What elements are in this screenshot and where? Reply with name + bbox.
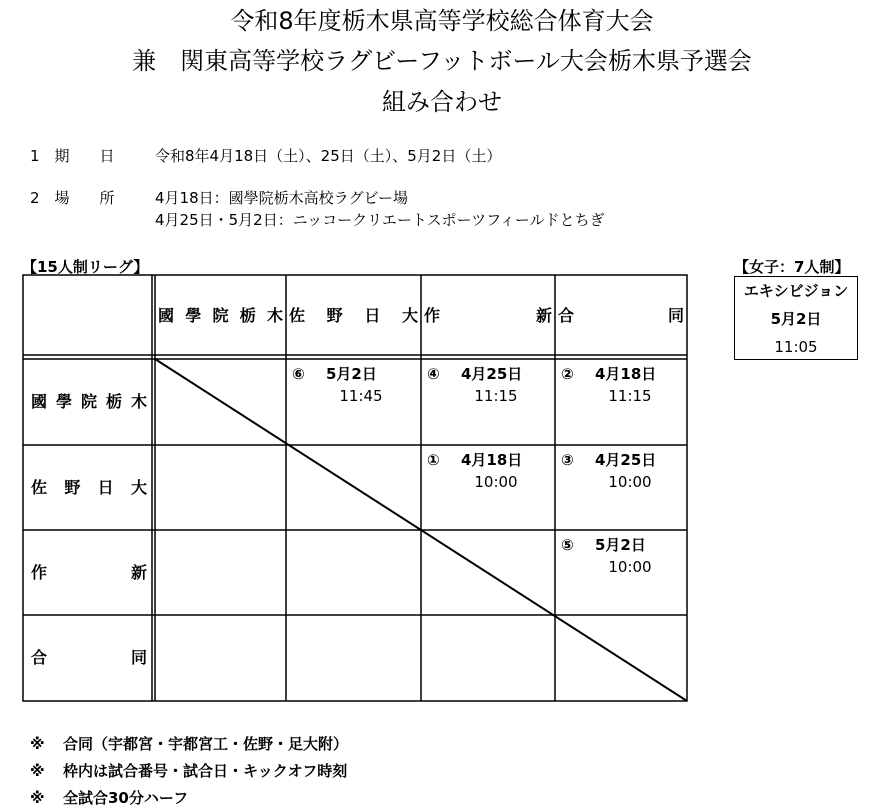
team-name-char: 院 <box>212 306 229 325</box>
note-mark: ※ <box>30 762 45 780</box>
exhibition-title: エキシビジョン <box>743 282 849 300</box>
match-date: 5月2日 <box>595 536 646 554</box>
team-name-char: 作 <box>31 563 48 582</box>
team-name-char: 同 <box>667 306 684 325</box>
team-name-char: 大 <box>130 478 147 497</box>
exhibition-time: 11:05 <box>774 338 818 356</box>
team-name-char: 栃 <box>239 306 256 325</box>
kickoff-time: 11:45 <box>339 387 383 405</box>
team-name-char: 日 <box>97 478 114 497</box>
team-name-char: 新 <box>535 306 552 325</box>
match-cell-6 <box>286 363 416 407</box>
col-header-godo <box>555 301 687 331</box>
bracket-title: 組み合わせ <box>382 88 502 116</box>
match-number: ⑤ <box>561 536 574 554</box>
note-1 <box>30 734 348 754</box>
women-exhibition-box <box>734 276 858 360</box>
team-name-char: 合 <box>558 306 575 325</box>
match-date: 4月25日 <box>461 365 523 383</box>
team-name-char: 大 <box>401 306 418 325</box>
team-name-char: 國 <box>31 392 48 411</box>
note-mark: ※ <box>30 735 45 753</box>
team-name-char: 野 <box>326 306 343 325</box>
team-name-char: 木 <box>266 306 283 325</box>
col-header-sakushin <box>421 301 555 331</box>
note-2 <box>30 761 347 781</box>
note-mark: ※ <box>30 789 45 807</box>
team-name-char: 同 <box>130 648 147 667</box>
match-cell-1 <box>421 449 551 493</box>
venue-value-2: 4月25日・5月2日：ニッコークリエートスポーツフィールドとちぎ <box>155 211 605 229</box>
match-number: ② <box>561 365 574 383</box>
team-name-char: 作 <box>424 306 441 325</box>
kickoff-time: 10:00 <box>608 558 652 576</box>
row-header-godo <box>28 647 150 669</box>
note-text: 合同（宇都宮・宇都宮工・佐野・足大附） <box>63 735 349 753</box>
match-number: ① <box>427 451 440 469</box>
row-header-sakushin <box>28 562 150 584</box>
match-date: 4月18日 <box>461 451 523 469</box>
team-name-char: 學 <box>185 306 202 325</box>
match-number: ⑥ <box>292 365 305 383</box>
match-date: 4月18日 <box>595 365 657 383</box>
team-name-char: 野 <box>64 478 81 497</box>
exhibition-date: 5月2日 <box>770 310 822 328</box>
team-name-char: 國 <box>158 306 175 325</box>
kickoff-time: 10:00 <box>474 473 518 491</box>
row-header-kokugakuin <box>28 391 150 413</box>
match-number: ④ <box>427 365 440 383</box>
league-label: 【15人制リーグ】 <box>22 258 149 276</box>
kickoff-time: 11:15 <box>608 387 652 405</box>
match-cell-4 <box>421 363 551 407</box>
note-3 <box>30 788 188 808</box>
team-name-char: 院 <box>80 392 97 411</box>
venue-label: 2 場 所 <box>30 189 115 207</box>
main-title: 令和8年度栃木県高等学校総合体育大会 <box>230 7 654 35</box>
team-name-char: 新 <box>130 563 147 582</box>
row-header-sano <box>28 477 150 499</box>
note-text: 枠内は試合番号・試合日・キックオフ時刻 <box>63 762 348 780</box>
match-number: ③ <box>561 451 574 469</box>
team-name-char: 日 <box>364 306 381 325</box>
kickoff-time: 11:15 <box>474 387 518 405</box>
match-cell-3 <box>555 449 685 493</box>
sub-title: 兼 関東高等学校ラグビーフットボール大会栃木県予選会 <box>132 47 752 75</box>
league-table <box>22 274 688 702</box>
team-name-char: 栃 <box>105 392 122 411</box>
col-header-kokugakuin <box>155 301 286 331</box>
match-date: 4月25日 <box>595 451 657 469</box>
period-label: 1 期 日 <box>30 147 115 165</box>
team-name-char: 佐 <box>31 478 48 497</box>
team-name-char: 合 <box>31 648 48 667</box>
team-name-char: 木 <box>130 392 147 411</box>
match-date: 5月2日 <box>326 365 377 383</box>
women-label: 【女子：7人制】 <box>734 258 850 276</box>
team-name-char: 佐 <box>289 306 306 325</box>
team-name-char: 學 <box>55 392 72 411</box>
venue-value-1: 4月18日：國學院栃木高校ラグビー場 <box>155 189 409 207</box>
kickoff-time: 10:00 <box>608 473 652 491</box>
note-text: 全試合30分ハーフ <box>63 789 189 807</box>
period-value: 令和8年4月18日（土）、25日（土）、5月2日（土） <box>155 147 502 165</box>
col-header-sano <box>286 301 421 331</box>
match-cell-2 <box>555 363 685 407</box>
match-cell-5 <box>555 534 685 578</box>
